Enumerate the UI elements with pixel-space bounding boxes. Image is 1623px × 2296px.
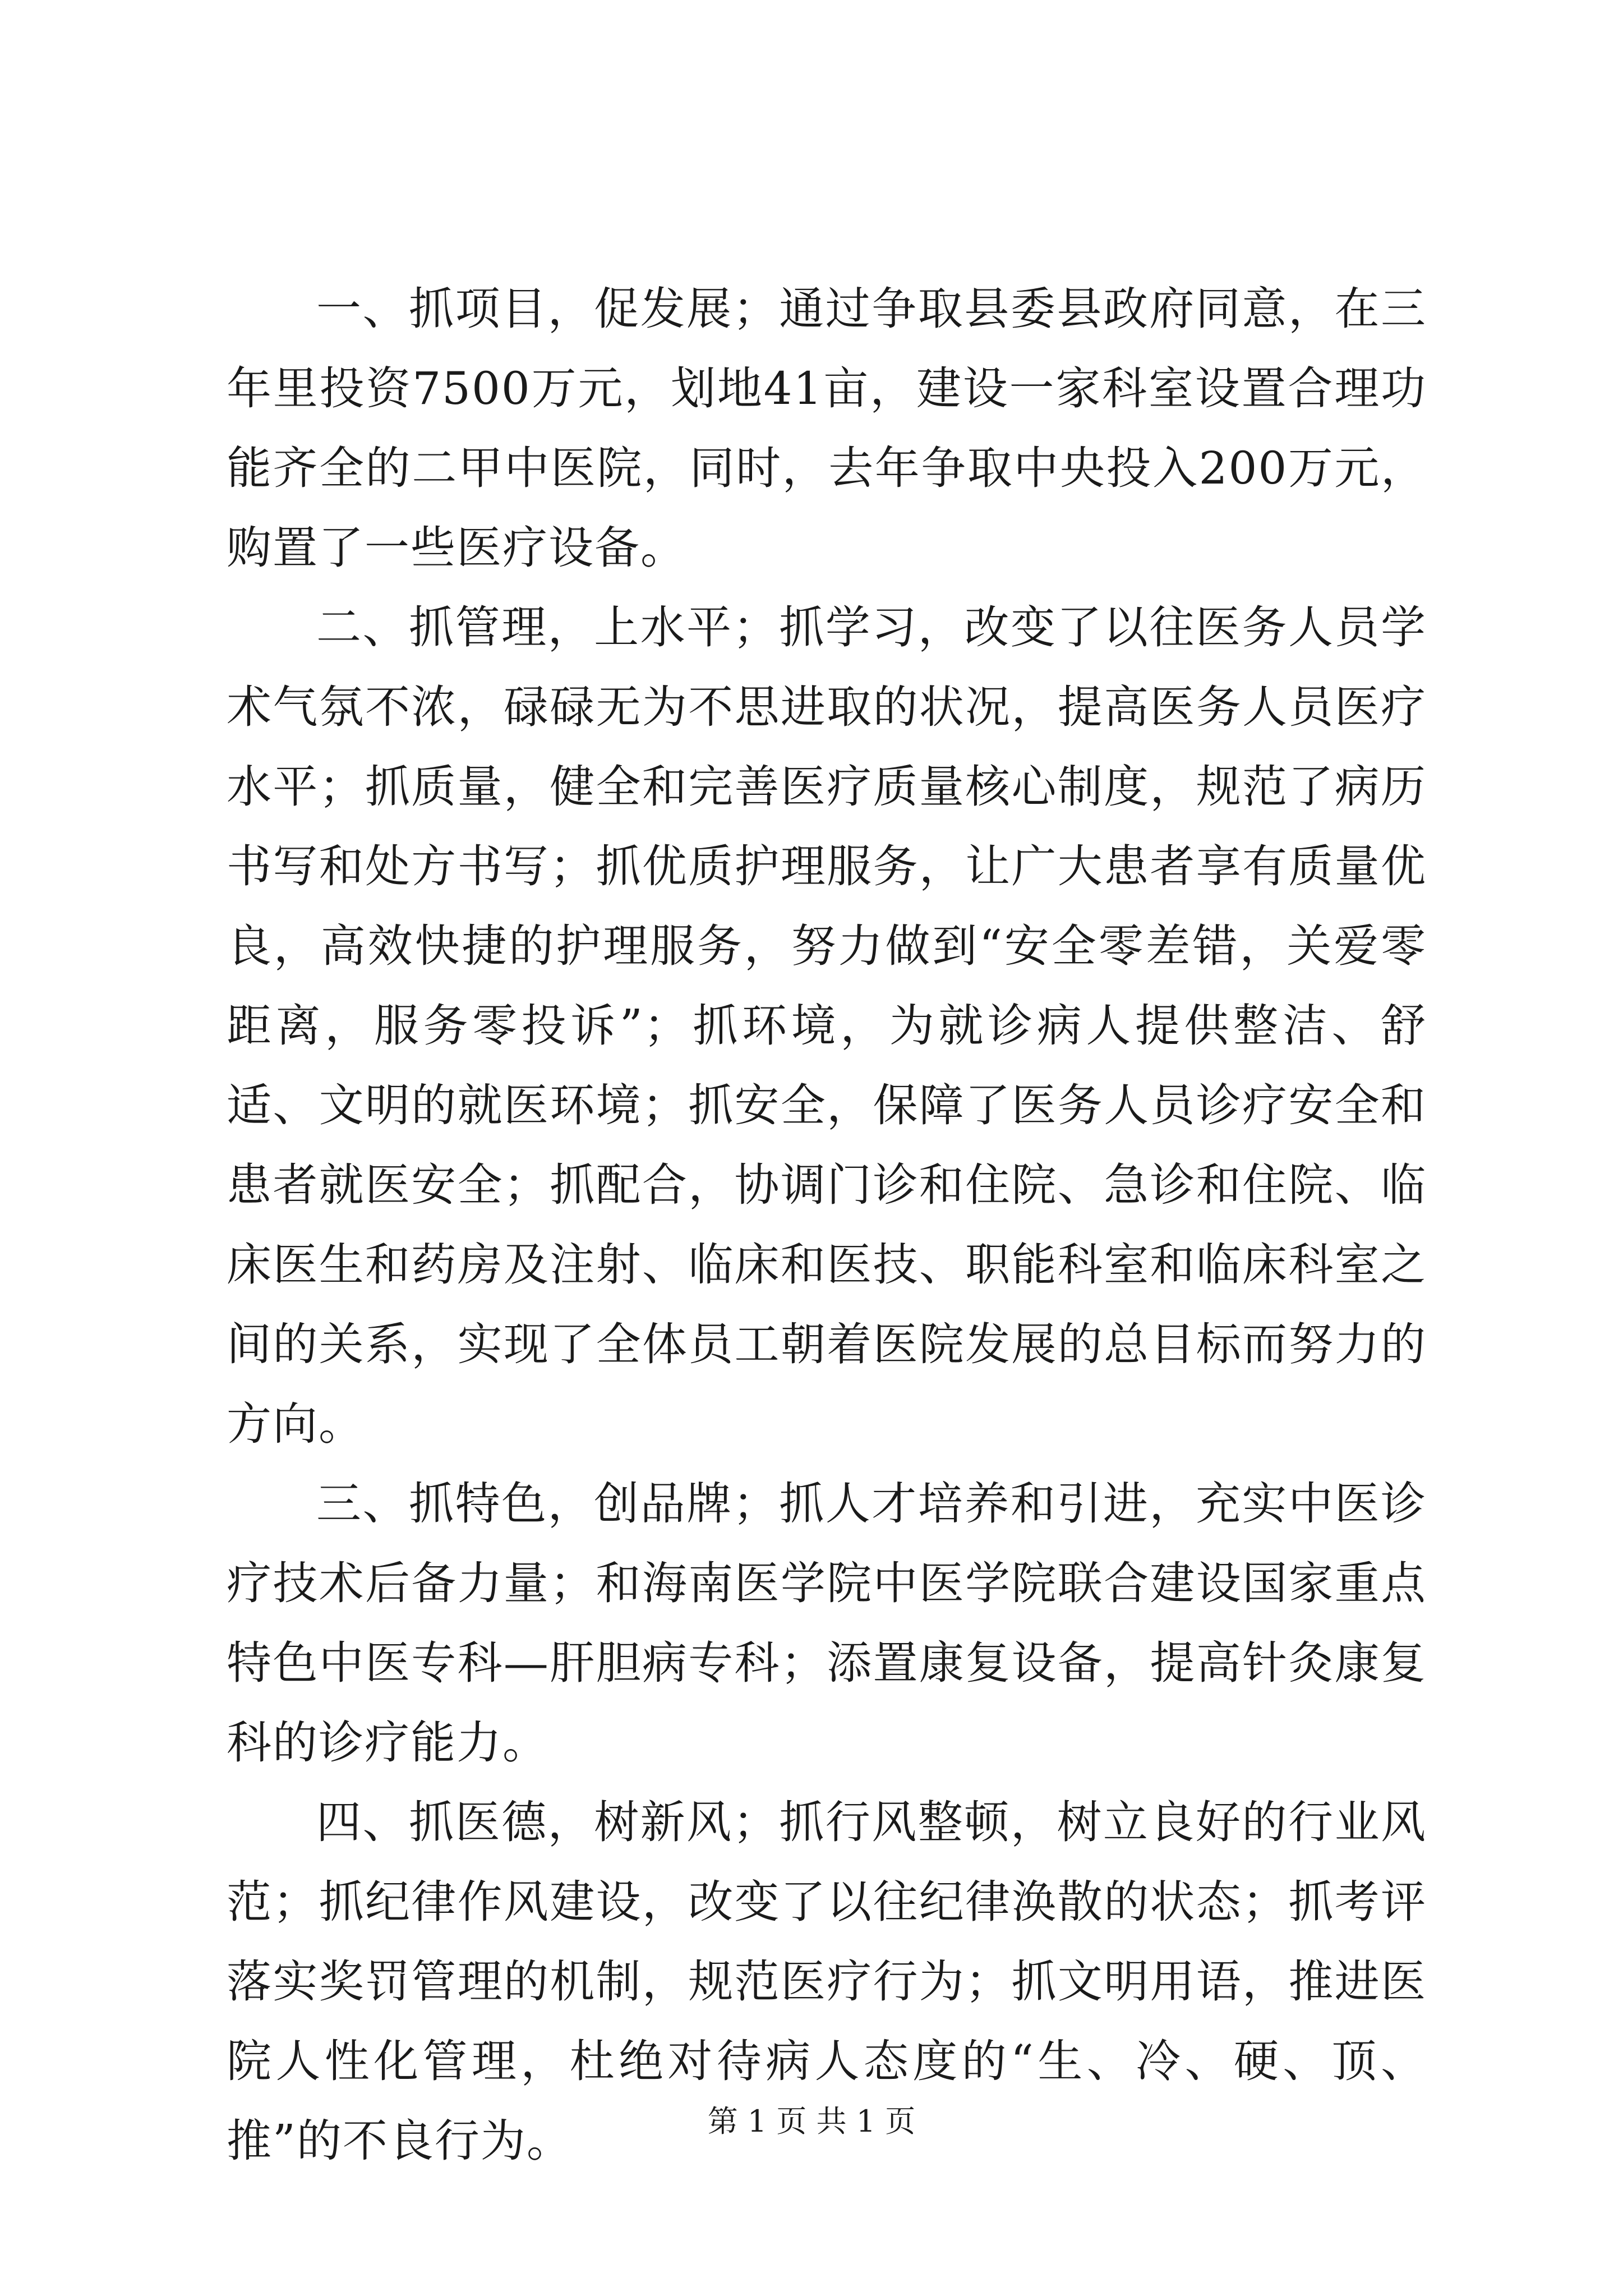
paragraph-2: 二、抓管理，上水平；抓学习，改变了以往医务人员学术气氛不浓，碌碌无为不思进取的状况，提高医务人员医疗水平；抓质量，健全和完善医疗质量核心制度，规范了病历书写和处方书写；抓优质护理服务，让广大患者享有质量优良，高效快捷的护理服务，努力做到“安全零差错，关爱零距离，服务零投诉”；抓环境，为就诊病人提供整洁、舒适、文明的就医环境；抓安全，保障了医务人员诊疗安全和患者就医安全；抓配合，协调门诊和住院、急诊和住院、临床医生和药房及注射、临床和医技、职能科室和临床科室之间的关系，实现了全体员工朝着医院发展的总目标而努力的方向。: [227, 601, 1427, 1450]
page-number-footer: 第 1 页 共 1 页: [707, 2104, 916, 2139]
document-body: [227, 269, 1427, 2181]
paragraph-3: 三、抓特色，创品牌；抓人才培养和引进，充实中医诊疗技术后备力量；和海南医学院中医学院联合建设国家重点特色中医专科—肝胆病专科；添置康复设备，提高针灸康复科的诊疗能力。: [227, 1478, 1427, 1769]
paragraph-4: 四、抓医德，树新风；抓行风整顿，树立良好的行业风范；抓纪律作风建设，改变了以往纪律涣散的状态；抓考评落实奖罚管理的机制，规范医疗行为；抓文明用语，推进医院人性化管理，杜绝对待病人态度的“生、冷、硬、顶、推”的不良行为。: [227, 1796, 1427, 2167]
paragraph-1: 一、抓项目，促发展；通过争取县委县政府同意，在三年里投资7500万元，划地41亩，建设一家科室设置合理功能齐全的二甲中医院，同时，去年争取中央投入200万元，购置了一些医疗设备。: [227, 283, 1427, 574]
